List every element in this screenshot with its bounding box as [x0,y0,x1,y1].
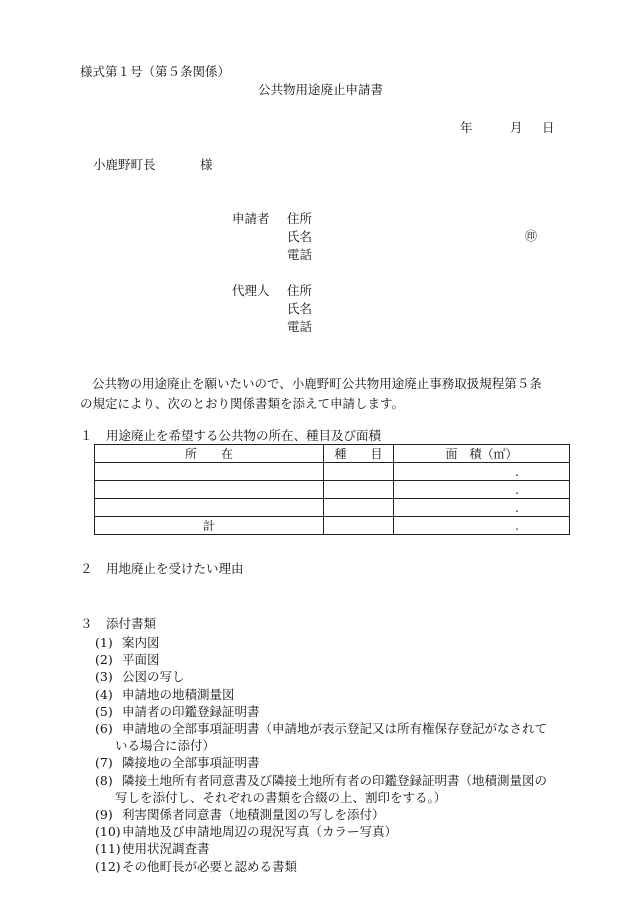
list-item: (12)その他町長が必要と認める書類 [95,858,298,874]
area-cell[interactable]: . [394,463,570,481]
section-3-heading [80,616,156,632]
kind-cell[interactable] [324,481,394,499]
seal-icon: ㊞ [525,229,538,243]
section-3-title: 添付書類 [106,616,157,631]
application-statement [80,374,580,414]
list-item: (1) 案内図 [95,635,160,650]
applicant-phone-label: 電話 [287,247,313,262]
date-year: 年 [460,120,473,135]
land-table [94,444,570,535]
total-area-cell[interactable]: . [394,517,570,535]
area-cell[interactable]: . [394,481,570,499]
agent-phone-label: 電話 [287,319,313,334]
list-item-continuation: 写しを添付し、それぞれの書類を合綴の上、割印をする。） [115,789,447,805]
addressee [93,157,213,173]
list-item: (4) 申請地の地積測量図 [95,686,235,702]
date-month: 月 [510,120,523,135]
statement-line-1: 公共物の用途廃止を願いたいので、小鹿野町公共物用途廃止事務取扱規程第５条 [92,376,542,391]
column-header-kind: 種 目 [324,445,394,463]
list-item: (10)申請地及び申請地周辺の現況写真（カラー写真） [95,824,398,840]
applicant-name-label: 氏名 [287,229,313,244]
list-item: (7) 隣接地の全部事項証明書 [95,755,260,771]
applicant-label: 申請者 [232,211,270,226]
kind-cell[interactable] [324,463,394,481]
section-2-title: 用地廃止を受けたい理由 [106,561,244,576]
agent-label: 代理人 [232,283,270,298]
addressee-honorific: 様 [200,157,213,172]
statement-line-2: の規定により、次のとおり関係書類を添えて申請します。 [80,396,405,411]
section-2-number: ２ [80,561,93,576]
table-row [95,463,570,481]
total-kind-cell [324,517,394,535]
form-number: 様式第１号（第５条関係） [80,64,231,79]
list-item: (8) 隣接土地所有者同意書及び隣接土地所有者の印鑑登録証明書（地積測量図の [95,772,548,788]
table-row [95,499,570,517]
section-3-number: ３ [80,616,93,631]
area-cell[interactable]: . [394,499,570,517]
section-2-heading [80,561,244,577]
location-cell[interactable] [95,481,324,499]
document-title: 公共物用途廃止申請書 [258,82,384,97]
list-item: (5) 申請者の印鑑登録証明書 [95,703,260,719]
date-day: 日 [542,120,555,135]
kind-cell[interactable] [324,499,394,517]
column-header-area: 面 積（㎡） [394,445,570,463]
location-cell[interactable] [95,463,324,481]
agent-address-label: 住所 [287,283,313,298]
location-cell[interactable] [95,499,324,517]
table-total-row [95,517,570,535]
section-1-heading [80,428,381,444]
list-item: (3) 公図の写し [95,669,185,685]
list-item: (6) 申請地の全部事項証明書（申請地が表示登記又は所有権保存登記がなされて [95,721,548,737]
attachment-list [95,634,575,875]
list-item: (9) 利害関係者同意書（地積測量図の写しを添付） [95,807,385,823]
applicant-address-label: 住所 [287,211,313,226]
addressee-name: 小鹿野町長 [93,157,156,172]
list-item-continuation: いる場合に添付） [115,738,216,754]
total-label: 計 [95,517,324,535]
table-row [95,481,570,499]
list-item: (11)使用状況調査書 [95,841,210,857]
table-header-row [95,445,570,463]
list-item: (2) 平面図 [95,652,160,668]
column-header-location: 所 在 [95,445,324,463]
section-1-number: １ [80,428,93,443]
agent-name-label: 氏名 [287,301,313,316]
section-1-title: 用途廃止を希望する公共物の所在、種目及び面積 [106,428,382,443]
